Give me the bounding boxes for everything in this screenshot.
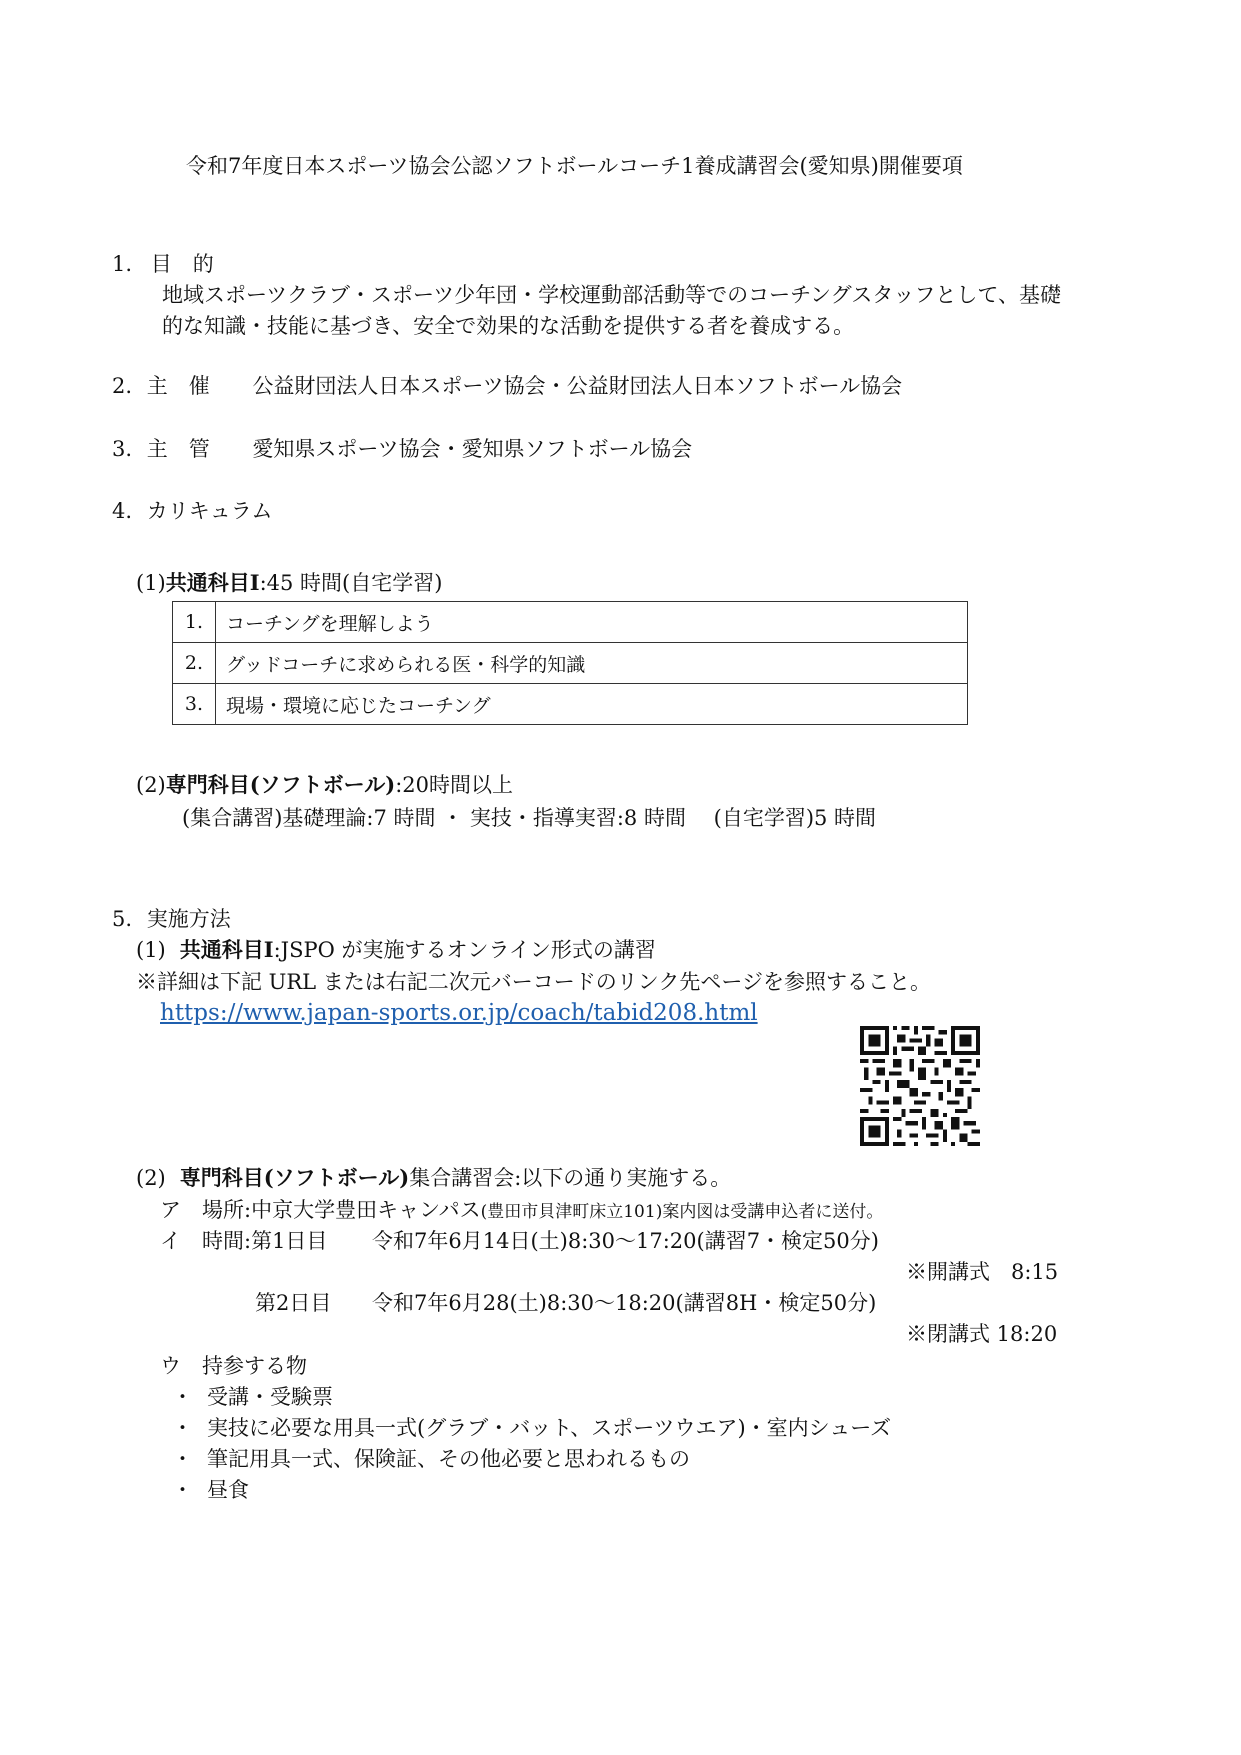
day-2-label: 第2日目 xyxy=(255,1291,332,1315)
section-number: 5. xyxy=(112,907,133,931)
specialty-subject-detail: (集合講習)基礎理論:7 時間 ・ 実技・指導実習:8 時間 (自宅学習)5 時間 xyxy=(182,806,877,830)
list-item-text: 実技に必要な用具一式(グラブ・バット、スポーツウエア)・室内シューズ xyxy=(207,1416,892,1440)
specialty-subject-line xyxy=(136,771,513,799)
common-subject-table xyxy=(172,601,968,725)
purpose-line-2: 的な知識・技能に基づき、安全で効果的な活動を提供する者を養成する。 xyxy=(162,314,855,338)
day-1-schedule: 令和7年6月14日(土)8:30～17:20(講習7・検定50分) xyxy=(372,1229,879,1253)
items-heading: ウ 持参する物 xyxy=(160,1354,307,1378)
section-5-heading xyxy=(112,905,231,933)
coach-info-link[interactable]: https://www.japan-sports.or.jp/coach/tabid208.html xyxy=(160,1000,758,1026)
table-row xyxy=(173,684,968,725)
day-2-schedule: 令和7年6月28(土)8:30～18:20(講習8H・検定50分) xyxy=(372,1291,877,1315)
organizer-text: 公益財団法人日本スポーツ協会・公益財団法人日本ソフトボール協会 xyxy=(252,374,903,398)
purpose-line-1: 地域スポーツクラブ・スポーツ少年団・学校運動部活動等でのコーチングスタッフとして、基礎 xyxy=(162,283,1062,307)
list-item-text: 筆記用具一式、保険証、その他必要と思われるもの xyxy=(207,1447,690,1471)
section-1-heading xyxy=(112,250,214,278)
table-row xyxy=(173,643,968,684)
closing-ceremony-note: ※閉講式 18:20 xyxy=(906,1322,1058,1346)
section-2 xyxy=(112,372,902,400)
common-subject-label: 共通科目Ⅰ xyxy=(179,937,274,962)
method-2-text: 集合講習会:以下の通り実施する。 xyxy=(409,1166,732,1190)
time-label: イ 時間:第1日目 xyxy=(160,1229,328,1253)
row-text: グッドコーチに求められる医・科学的知識 xyxy=(216,643,968,684)
page-title: 令和7年度日本スポーツ協会公認ソフトボールコーチ1養成講習会(愛知県)開催要項 xyxy=(186,154,963,178)
row-number: 3. xyxy=(173,684,216,725)
table-row xyxy=(173,602,968,643)
detail-note: ※詳細は下記 URL または右記二次元バーコードのリンク先ページを参照すること。 xyxy=(136,970,931,994)
item-prefix: (1) xyxy=(136,938,166,962)
list-item-text: 受講・受験票 xyxy=(207,1385,333,1409)
common-subject-label: 共通科目Ⅰ xyxy=(165,570,260,595)
method-2-line xyxy=(136,1164,731,1192)
specialty-subject-hours: :20時間以上 xyxy=(395,773,513,797)
row-number: 1. xyxy=(173,602,216,643)
method-1-line xyxy=(136,936,656,964)
section-title: 目 的 xyxy=(150,252,214,276)
section-title: 主 管 xyxy=(146,437,210,461)
place-detail: (豊田市貝津町床立101)案内図は受講申込者に送付。 xyxy=(480,1202,884,1222)
qr-code-icon[interactable] xyxy=(860,1026,980,1146)
list-item: ・ 受講・受験票 xyxy=(172,1385,333,1409)
row-text: コーチングを理解しよう xyxy=(216,602,968,643)
manager-text: 愛知県スポーツ協会・愛知県ソフトボール協会 xyxy=(252,437,693,461)
section-title: 実施方法 xyxy=(146,907,231,931)
common-subject-hours: :45 時間(自宅学習) xyxy=(259,571,443,595)
item-prefix: (2) xyxy=(136,773,166,797)
specialty-subject-label: 専門科目(ソフトボール) xyxy=(165,772,396,797)
item-prefix: (2) xyxy=(136,1166,166,1190)
method-1-text: :JSPO が実施するオンライン形式の講習 xyxy=(273,938,656,962)
section-3 xyxy=(112,435,692,463)
common-subject-line xyxy=(136,569,442,597)
list-item: ・ 筆記用具一式、保険証、その他必要と思われるもの xyxy=(172,1447,690,1471)
section-number: 3. xyxy=(112,437,133,461)
place-line xyxy=(160,1196,883,1226)
list-item: ・ 昼食 xyxy=(172,1478,249,1502)
list-item-text: 昼食 xyxy=(207,1478,249,1502)
row-text: 現場・環境に応じたコーチング xyxy=(216,684,968,725)
section-number: 2. xyxy=(112,374,133,398)
row-number: 2. xyxy=(173,643,216,684)
section-title: カリキュラム xyxy=(146,499,273,523)
section-number: 1. xyxy=(112,252,133,276)
section-title: 主 催 xyxy=(146,374,210,398)
list-item: ・ 実技に必要な用具一式(グラブ・バット、スポーツウエア)・室内シューズ xyxy=(172,1416,892,1440)
item-prefix: (1) xyxy=(136,571,166,595)
opening-ceremony-note: ※開講式 8:15 xyxy=(906,1260,1059,1284)
section-4-heading xyxy=(112,497,273,525)
section-number: 4. xyxy=(112,499,133,523)
place-label: ア 場所:中京大学豊田キャンパス xyxy=(160,1198,481,1222)
specialty-subject-label: 専門科目(ソフトボール) xyxy=(179,1165,410,1190)
